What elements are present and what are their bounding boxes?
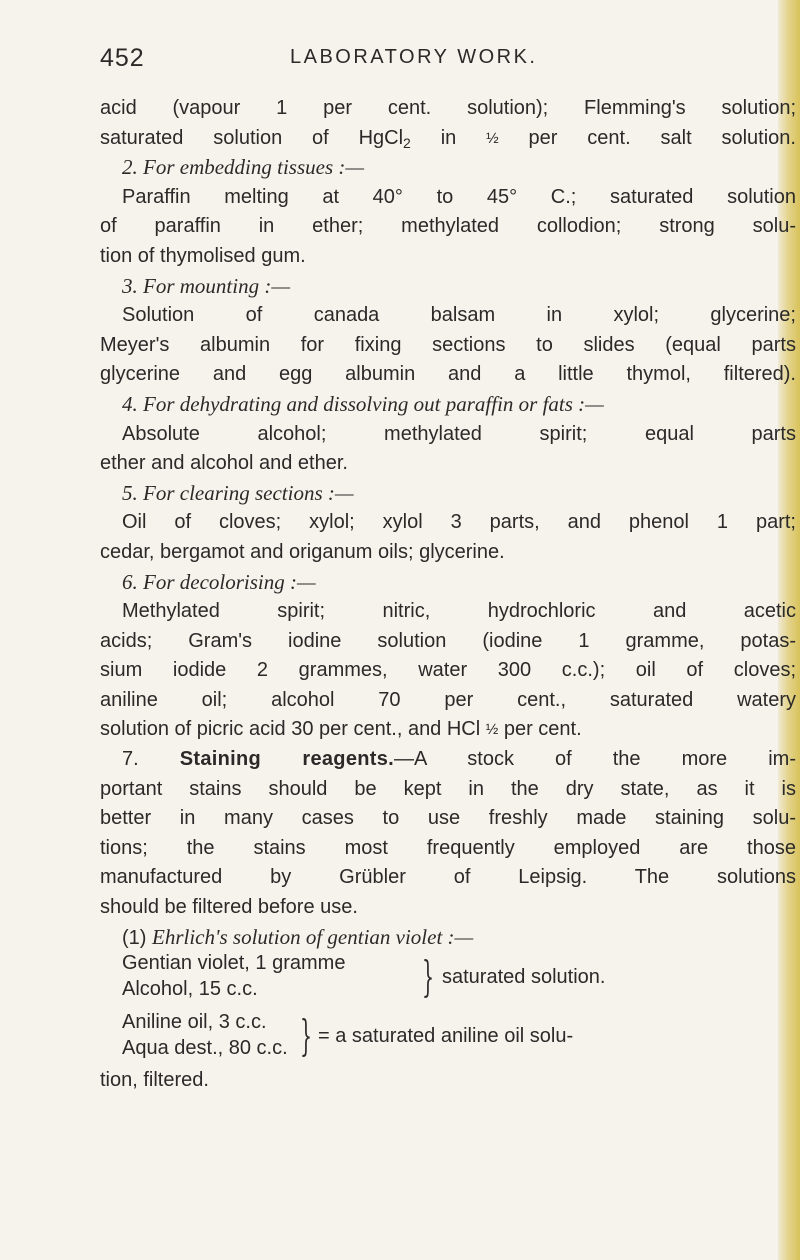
subsection-heading: (1) Ehrlich's solution of gentian violet :— [122,924,474,949]
text-line: saturated solution of HgCl$_2$ in ½ per cent. salt solution. [100,126,796,151]
text-line: tions; the stains most frequently employed are those [100,836,796,859]
text-line: acids; Gram's iodine solution (iodine 1 gramme, potas- [100,629,796,652]
formula-gentian-violet [100,952,796,1011]
page-header [0,44,800,78]
text-line: acid (vapour 1 per cent. solution); Flemming's solution; [100,97,796,119]
text-line: sium iodide 2 grammes, water 300 c.c.); oil of cloves; [100,659,796,682]
text-line: Solution of canada balsam in xylol; glycerine; [122,304,796,327]
text-line: portant stains should be kept in the dry state, as it is [100,777,796,800]
text-line: ether and alcohol and ether. [100,452,348,475]
formula-ingredient: Gentian violet, 1 gramme [122,952,346,975]
text-line: Methylated spirit; nitric, hydrochloric and acetic [122,600,796,623]
subsection-heading: 4. For dehydrating and dissolving out paraffin or fats :— [122,391,604,416]
formula-ingredient: Aniline oil, 3 c.c. [122,1011,267,1034]
subsection-heading: 6. For decolorising :— [122,569,316,594]
running-head: LABORATORY WORK. [290,46,538,68]
text-line: glycerine and egg albumin and a little thymol, filtered). [100,363,796,386]
right-brace: } [300,1011,313,1061]
text-line: of paraffin in ether; methylated collodion; strong solu- [100,215,796,238]
text-line: manufactured by Grübler of Leipsig. The solutions [100,866,796,889]
text-line: cedar, bergamot and origanum oils; glycerine. [100,540,505,563]
right-brace: } [422,952,435,1002]
formula-aniline-oil [100,1011,796,1070]
body-text [100,94,796,1096]
text-line: aniline oil; alcohol 70 per cent., saturated watery [100,688,796,711]
text-line: tion, filtered. [100,1069,209,1092]
text-line: Oil of cloves; xylol; xylol 3 parts, and phenol 1 part; [122,511,796,534]
text-line: solution of picric acid 30 per cent., and HCl ½ per cent. [100,718,582,741]
formula-ingredient: Aqua dest., 80 c.c. [122,1037,288,1060]
text-line: should be filtered before use. [100,896,358,919]
text-line: Meyer's albumin for fixing sections to slides (equal parts [100,333,796,356]
subsection-heading: 3. For mounting :— [122,273,290,298]
text-line: Absolute alcohol; methylated spirit; equal parts [122,422,796,445]
formula-ingredient: Alcohol, 15 c.c. [122,978,258,1001]
formula-result: = a saturated aniline oil solu- [318,1025,574,1048]
formula-result: saturated solution. [442,966,606,989]
text-line: tion of thymolised gum. [100,244,306,267]
text-line: Paraffin melting at 40° to 45° C.; saturated solution [122,185,796,208]
section-heading-line: 7. Staining reagents.—A stock of the more im- [122,748,796,771]
subsection-heading: 2. For embedding tissues :— [122,155,365,180]
page-number: 452 [100,44,145,72]
subsection-heading: 5. For clearing sections :— [122,480,354,505]
text-line: better in many cases to use freshly made staining solu- [100,807,796,830]
